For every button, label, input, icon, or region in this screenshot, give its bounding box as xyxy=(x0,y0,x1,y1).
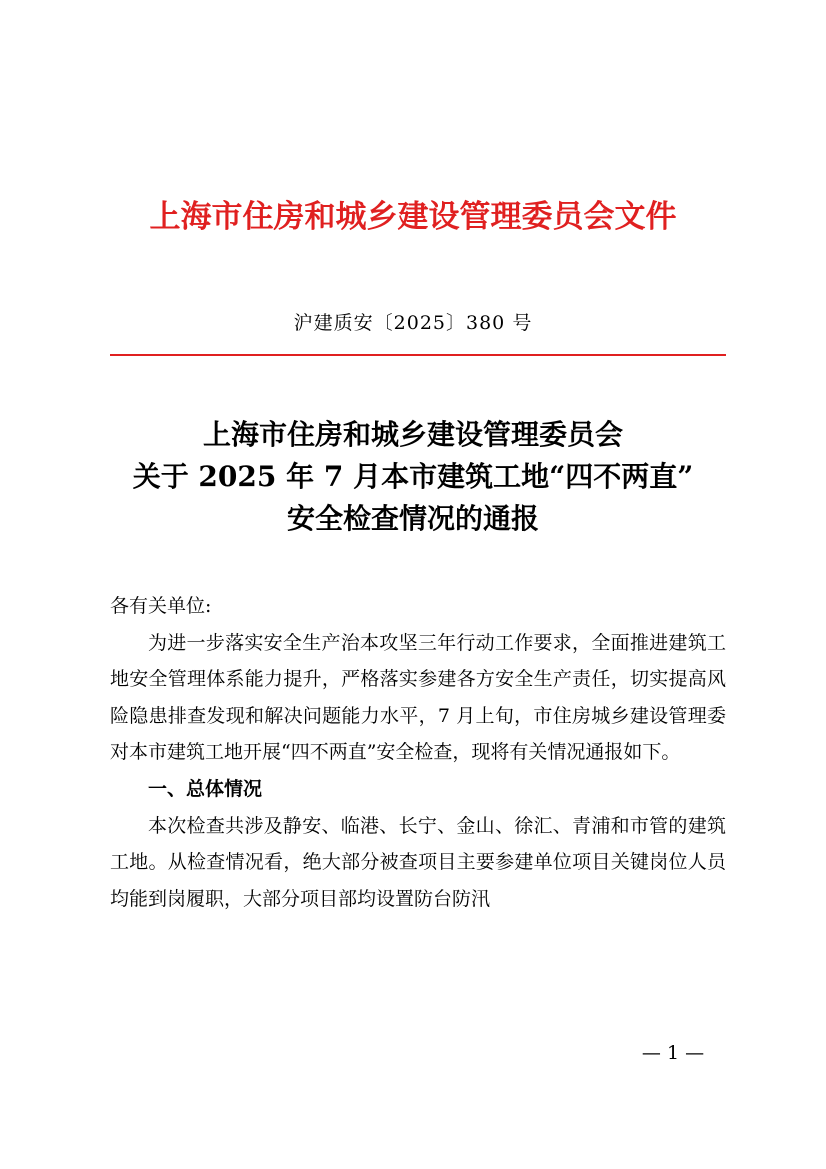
document-body xyxy=(110,588,726,917)
masthead-title: 上海市住房和城乡建设管理委员会文件 xyxy=(149,199,677,235)
section-heading-overview: 一、总体情况 xyxy=(148,777,263,800)
overview-paragraph: 本次检查共涉及静安、临港、长宁、金山、徐汇、青浦和市管的建筑工地。从检查情况看，绝大部分被查项目主要参建单位项目关键岗位人员均能到岗履职，大部分项目部均设置防台防汛 xyxy=(110,814,726,910)
title-line-3: 安全检查情况的通报 xyxy=(286,502,539,535)
intro-paragraph: 为进一步落实安全生产治本攻坚三年行动工作要求，全面推进建筑工地安全管理体系能力提升，严格落实参建各方安全生产责任，切实提高风险隐患排查发现和解决问题能力水平，7 月上旬，市住房城乡建设管理委对本市建筑工地开展“四不两直”安全检查，现将有关情况通报如下。 xyxy=(110,631,726,764)
title-line-2: 关于 2025 年 7 月本市建筑工地“四不两直” xyxy=(132,460,694,493)
document-number: 沪建质安〔2025〕380 号 xyxy=(293,312,533,334)
title-line-1: 上海市住房和城乡建设管理委员会 xyxy=(202,418,623,451)
red-divider-line xyxy=(110,354,726,356)
page-number: — 1 — xyxy=(641,1042,705,1064)
document-title xyxy=(0,414,826,540)
salutation: 各有关单位: xyxy=(110,595,212,617)
